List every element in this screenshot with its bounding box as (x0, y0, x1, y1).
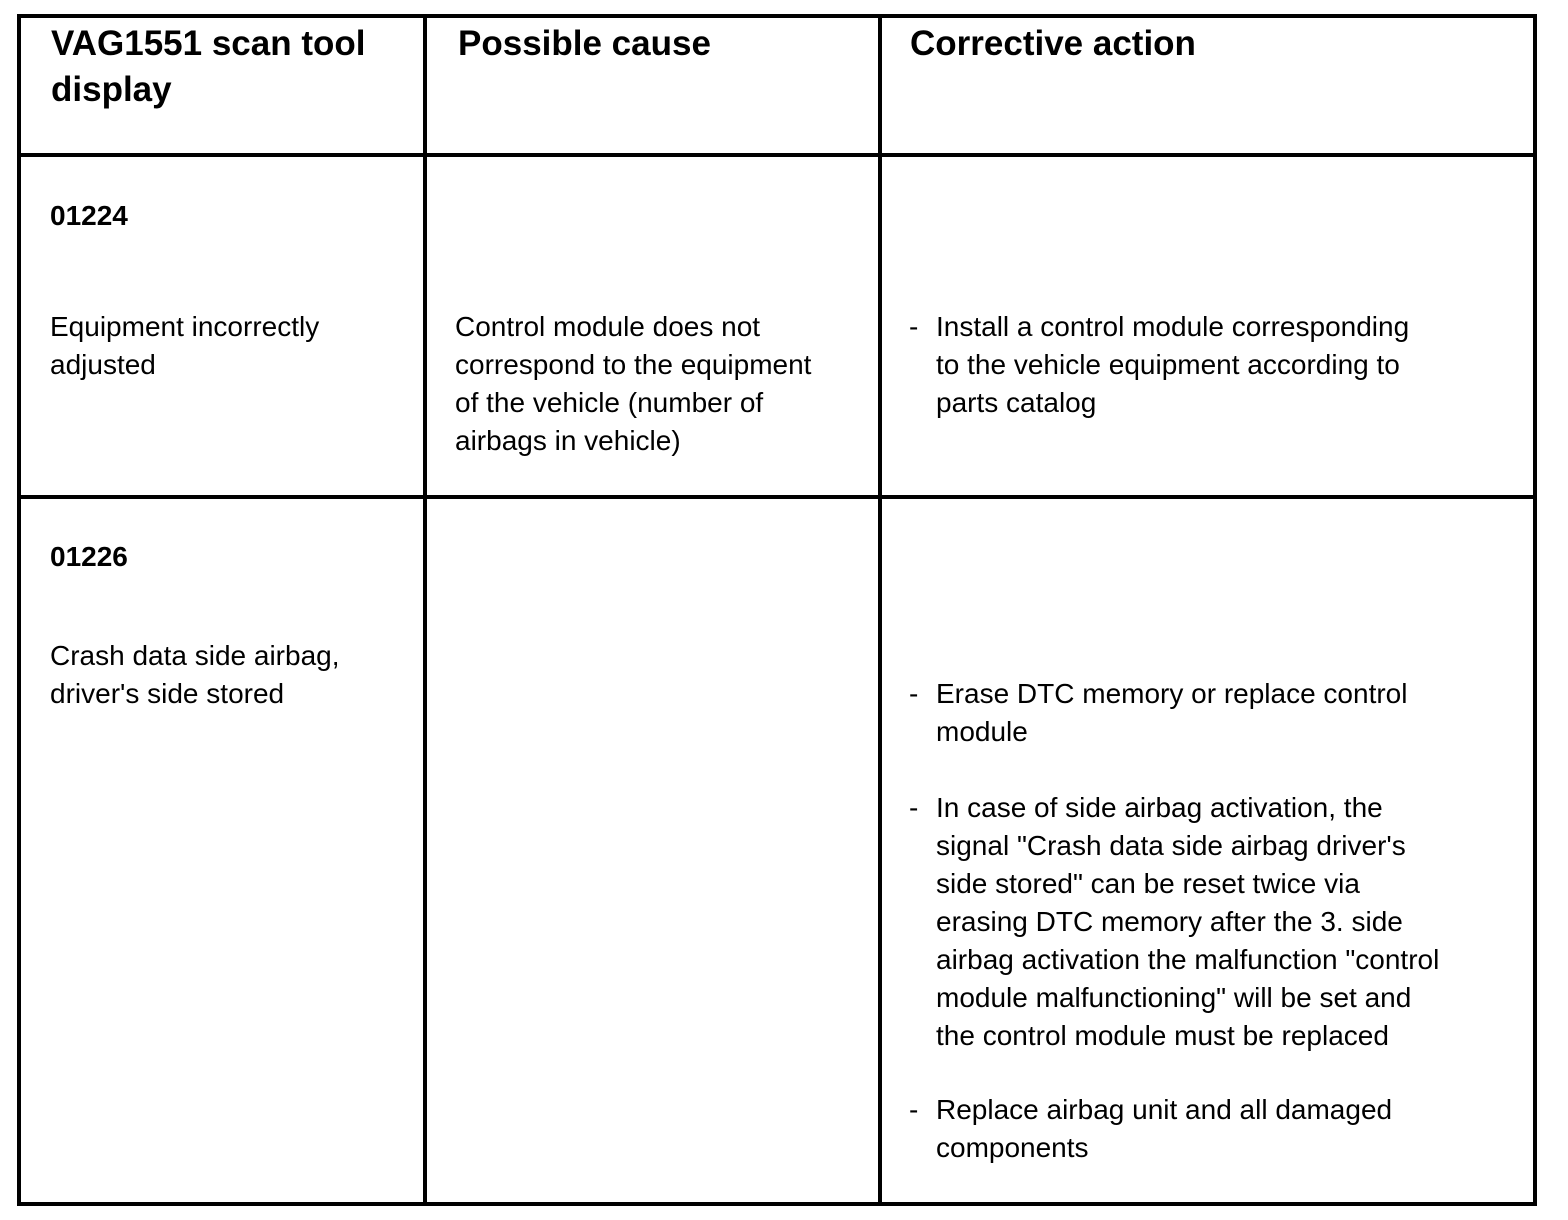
corrective-action-text: In case of side airbag activation, the signal "Crash data side airbag driver's side stored" can be reset twice via erasing DTC memory after the 3. side airbag activation the malfunction "control module malfunctioning" will be set and the control module must be replaced (936, 792, 1440, 1051)
bullet-dash: - (909, 678, 919, 709)
header-corrective-action: Corrective action (910, 24, 1196, 63)
dtc-table (17, 14, 1537, 1206)
column-divider-2 (878, 18, 882, 1202)
dtc-display-text: Crash data side airbag, driver's side stored (50, 640, 340, 709)
header-possible-cause: Possible cause (458, 24, 711, 63)
bullet-dash: - (909, 1094, 919, 1125)
corrective-action-text: Replace airbag unit and all damaged components (936, 1094, 1393, 1163)
dtc-display-text: Equipment incorrectly adjusted (50, 311, 320, 380)
dtc-code: 01226 (50, 541, 128, 572)
corrective-action-text: Erase DTC memory or replace control module (936, 678, 1408, 747)
row-divider-1 (21, 495, 1533, 499)
corrective-action-text: Install a control module corresponding to the vehicle equipment according to parts catalog (936, 311, 1410, 418)
dtc-code: 01224 (50, 200, 128, 231)
bullet-dash: - (909, 792, 919, 823)
column-divider-1 (423, 18, 427, 1202)
row-divider-header (21, 153, 1533, 157)
possible-cause-text: Control module does not correspond to the equipment of the vehicle (number of airbags in vehicle) (455, 311, 812, 456)
bullet-dash: - (909, 311, 919, 342)
header-scan-tool-display: VAG1551 scan tool display (51, 24, 366, 109)
